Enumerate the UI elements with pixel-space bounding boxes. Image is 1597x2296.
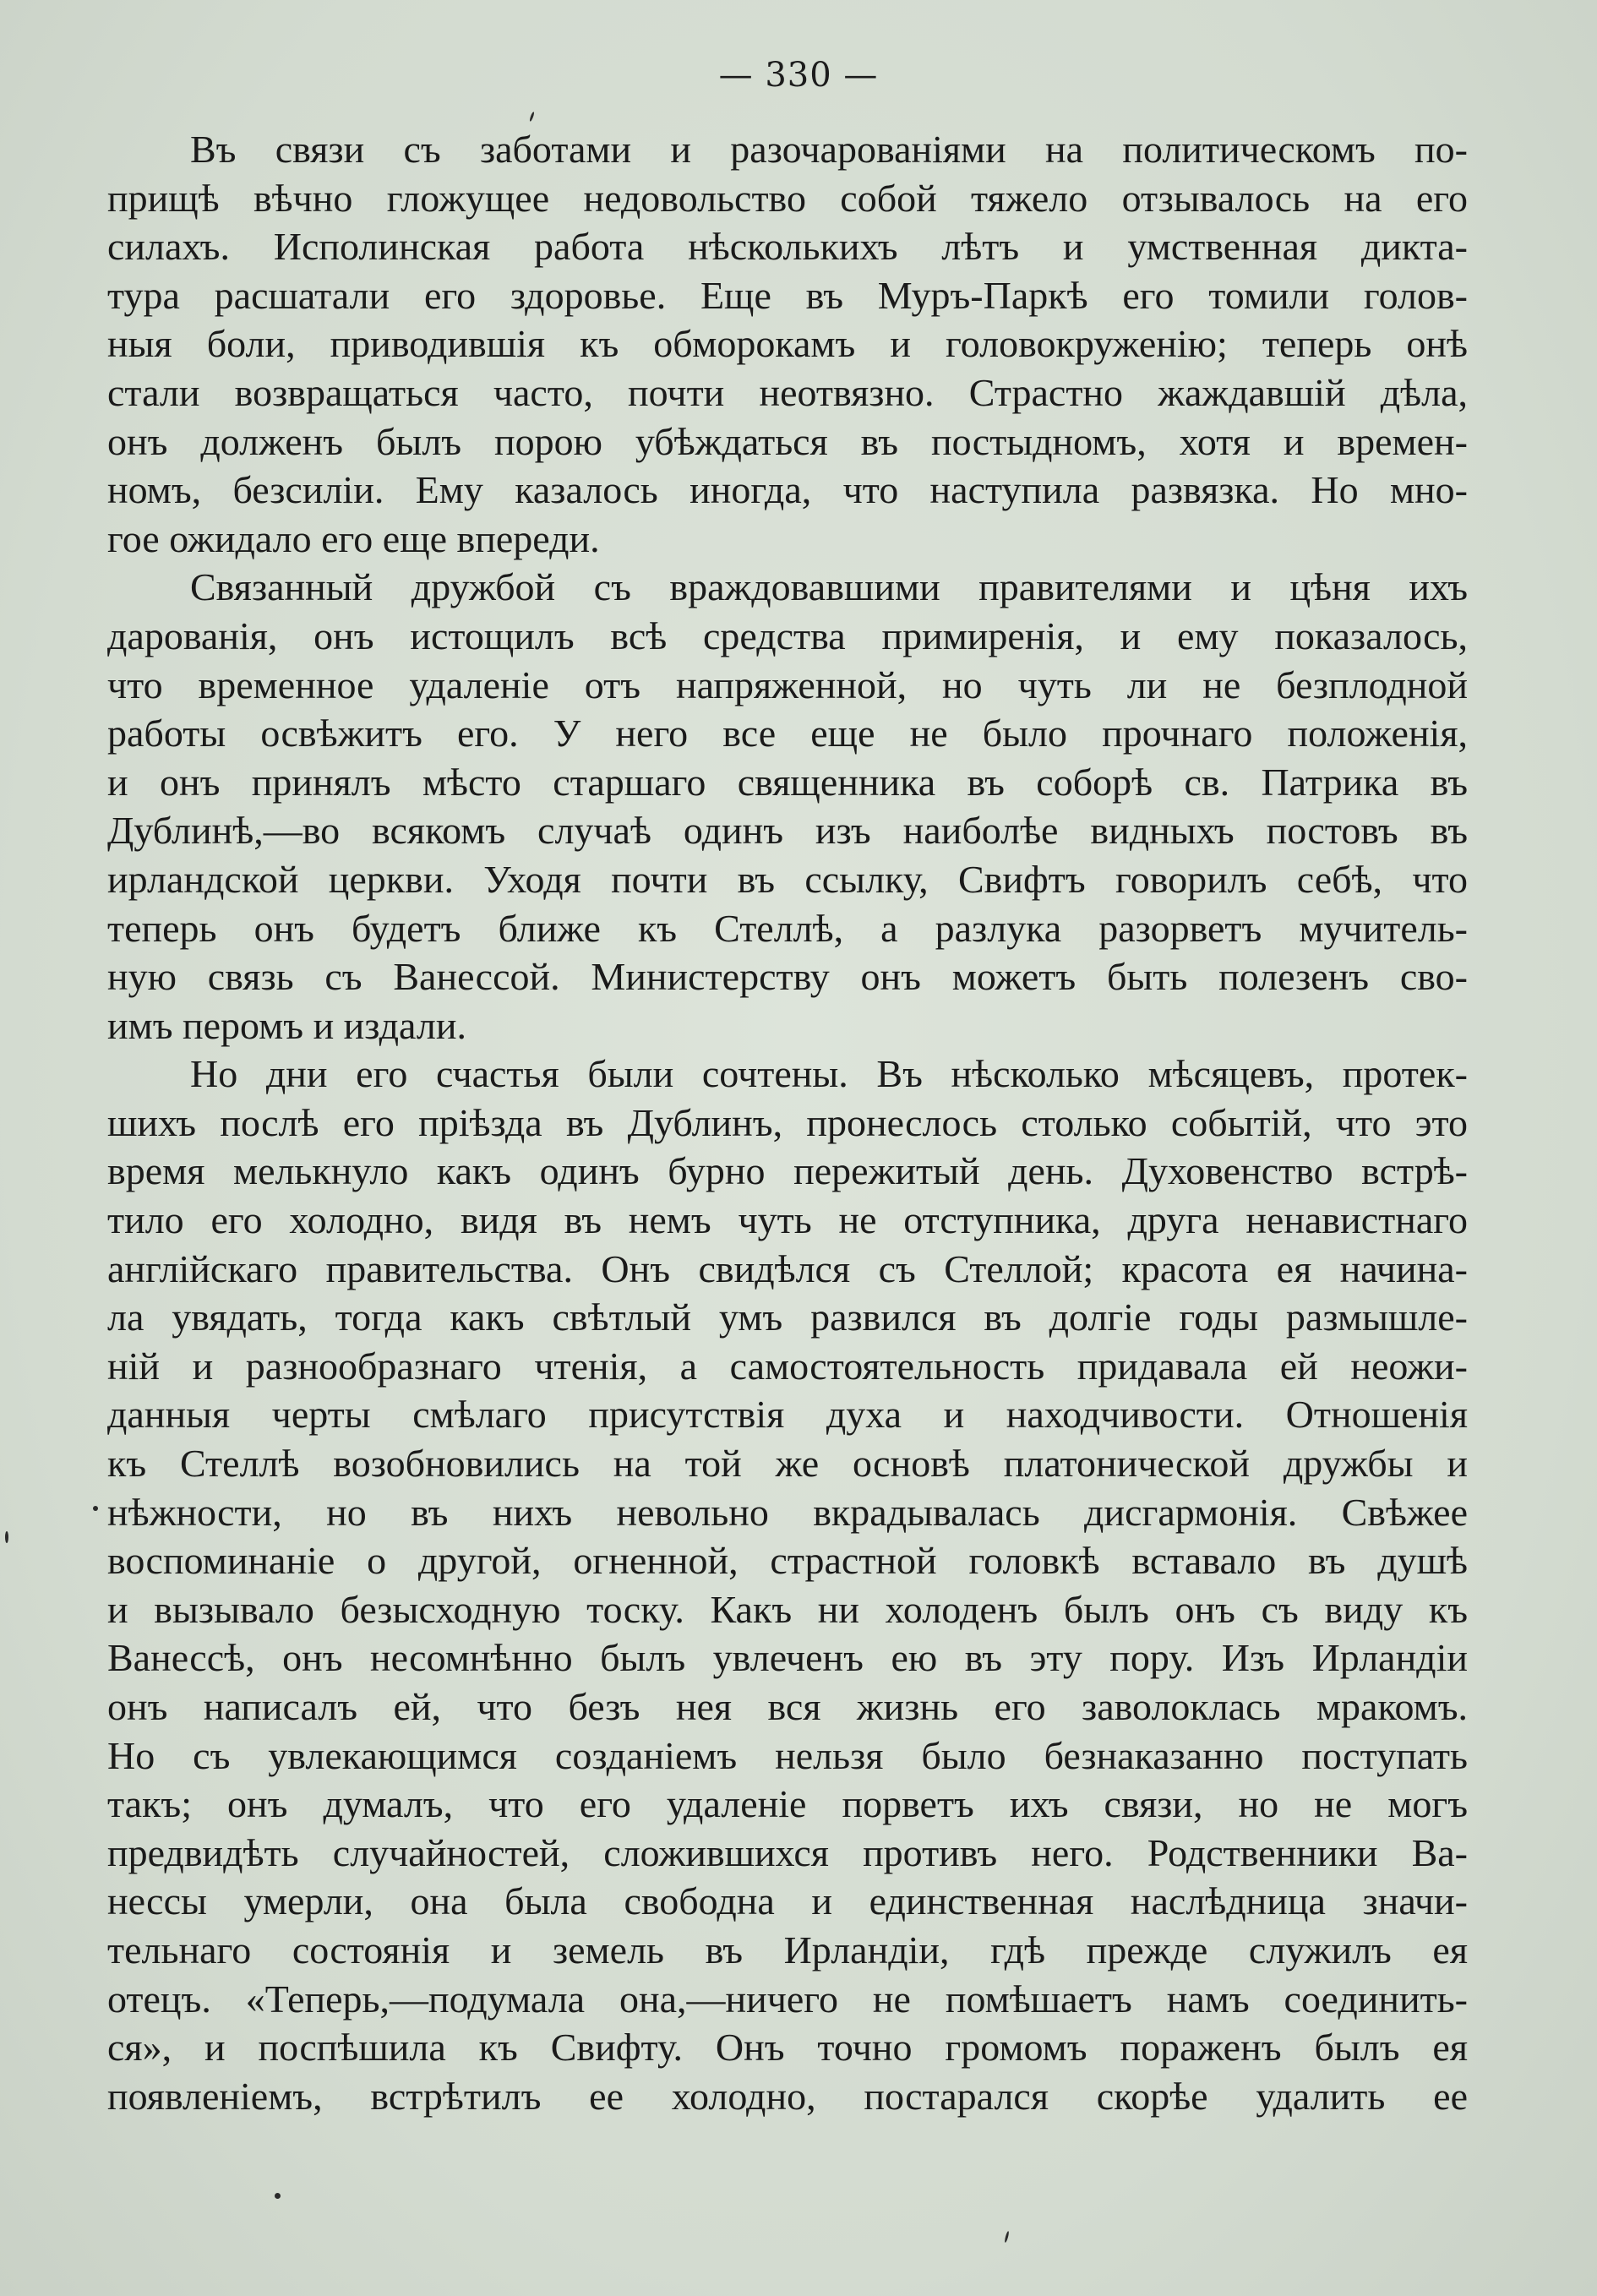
scan-speck xyxy=(1004,2231,1010,2243)
paragraph-3-line-2: шихъ послѣ его пріѣзда въ Дублинъ, пронеслось столько событій, что это xyxy=(107,1100,1468,1144)
paragraph-2-line-1: Связанный дружбой съ враждовавшими правителями и цѣня ихъ xyxy=(190,565,1468,609)
page-number: — 330 — xyxy=(718,56,879,95)
scan-speck xyxy=(529,112,535,122)
paragraph-2-line-2: дарованія, онъ истощилъ всѣ средства примиренія, и ему показалось, xyxy=(107,614,1468,657)
paragraph-3-line-14: онъ написалъ ей, что безъ нея вся жизнь его заволоклась мракомъ. xyxy=(107,1685,1468,1728)
paragraph-3-line-10: нѣжности, но въ нихъ невольно вкрадывалась дисгармонія. Свѣжее xyxy=(107,1490,1468,1534)
paragraph-3-line-21: ся», и поспѣшила къ Свифту. Онъ точно громомъ пораженъ былъ ея xyxy=(107,2026,1468,2070)
paragraph-1-line-7: онъ долженъ былъ порою убѣждаться въ постыдномъ, хотя и времен- xyxy=(107,419,1468,463)
paragraph-3-line-7: ній и разнообразнаго чтенія, а самостоятельность придавала ей неожи- xyxy=(107,1344,1468,1388)
body-text xyxy=(107,125,1468,2120)
paragraph-1-line-4: тура расшатали его здоровье. Еще въ Муръ-Паркѣ его томили голов- xyxy=(107,273,1468,317)
paragraph-2-line-6: Дублинѣ,—во всякомъ случаѣ одинъ изъ наиболѣе видныхъ постовъ въ xyxy=(107,809,1468,853)
paragraph-3-line-13: Ванессѣ, онъ несомнѣнно былъ увлеченъ ею въ эту пору. Изъ Ирландіи xyxy=(107,1636,1468,1680)
paragraph-3-line-17: предвидѣть случайностей, сложившихся противъ него. Родственники Ва- xyxy=(107,1830,1468,1874)
paragraph-3-line-12: и вызывало безысходную тоску. Какъ ни холоденъ былъ онъ съ виду къ xyxy=(107,1587,1468,1631)
paragraph-3-line-19: тельнаго состоянія и земель въ Ирландіи, гдѣ прежде служилъ ея xyxy=(107,1928,1468,1972)
paragraph-2-line-5: и онъ принялъ мѣсто старшаго священника въ соборѣ св. Патрика въ xyxy=(107,760,1468,804)
scan-speck xyxy=(93,1506,98,1511)
paragraph-1-line-1: Въ связи съ заботами и разочарованіями на политическомъ по- xyxy=(190,128,1468,171)
paragraph-2-line-3: что временное удаленіе отъ напряженной, но чуть ли не безплодной xyxy=(107,663,1468,706)
paragraph-3-line-16: такъ; онъ думалъ, что его удаленіе порветъ ихъ связи, но не могъ xyxy=(107,1782,1468,1826)
paragraph-3-line-6: ла увядать, тогда какъ свѣтлый умъ развился въ долгіе годы размышле- xyxy=(107,1295,1468,1339)
paragraph-2-line-4: работы освѣжитъ его. У него все еще не было прочнаго положенія, xyxy=(107,712,1468,755)
paragraph-1-line-2: прищѣ вѣчно гложущее недовольство собой тяжело отзывалось на его xyxy=(107,176,1468,220)
paragraph-3-line-20: отецъ. «Теперь,—подумала она,—ничего не помѣшаетъ намъ соединить- xyxy=(107,1977,1468,2021)
paragraph-2-line-8: теперь онъ будетъ ближе къ Стеллѣ, а разлука разорветъ мучитель- xyxy=(107,906,1468,950)
paragraph-1-line-8: номъ, безсиліи. Ему казалось иногда, что наступила развязка. Но мно- xyxy=(107,468,1468,512)
scan-speck xyxy=(5,1531,8,1543)
paragraph-2-line-7: ирландской церкви. Уходя почти въ ссылку, Свифтъ говорилъ себѣ, что xyxy=(107,857,1468,901)
paragraph-2-line-10: имъ перомъ и издали. xyxy=(107,1003,466,1047)
paragraph-3-line-9: къ Стеллѣ возобновились на той же основѣ платонической дружбы и xyxy=(107,1442,1468,1486)
paragraph-3-line-22: появленіемъ, встрѣтилъ ее холодно, постарался скорѣе удалить ее xyxy=(107,2074,1468,2118)
paragraph-3-line-4: тило его холодно, видя въ немъ чуть не отступника, друга ненавистнаго xyxy=(107,1198,1468,1242)
paragraph-1-line-6: стали возвращаться часто, почти неотвязно. Страстно жаждавшій дѣла, xyxy=(107,370,1468,414)
paragraph-3-line-5: англійскаго правительства. Онъ свидѣлся съ Стеллой; красота ея начина- xyxy=(107,1246,1468,1290)
paragraph-2-line-9: ную связь съ Ванессой. Министерству онъ можетъ быть полезенъ сво- xyxy=(107,955,1468,999)
paragraph-1-line-3: силахъ. Исполинская работа нѣсколькихъ лѣтъ и умственная дикта- xyxy=(107,225,1468,269)
paragraph-3-line-1: Но дни его счастья были сочтены. Въ нѣсколько мѣсяцевъ, протек- xyxy=(190,1052,1468,1096)
paragraph-1-line-9: гое ожидало его еще впереди. xyxy=(107,516,600,560)
paragraph-1-line-5: ныя боли, приводившія къ обморокамъ и головокруженію; теперь онѣ xyxy=(107,322,1468,366)
paragraph-3-line-3: время мелькнуло какъ одинъ бурно пережитый день. Духовенство встрѣ- xyxy=(107,1149,1468,1193)
paragraph-3-line-11: воспоминаніе о другой, огненной, страстной головкѣ вставало въ душѣ xyxy=(107,1539,1468,1583)
paragraph-3-line-8: данныя черты смѣлаго присутствія духа и находчивости. Отношенія xyxy=(107,1393,1468,1437)
scan-speck xyxy=(275,2193,281,2199)
paragraph-3-line-15: Но съ увлекающимся созданіемъ нельзя было безнаказанно поступать xyxy=(107,1733,1468,1777)
paragraph-3-line-18: нессы умерли, она была свободна и единственная наслѣдница значи- xyxy=(107,1879,1468,1923)
